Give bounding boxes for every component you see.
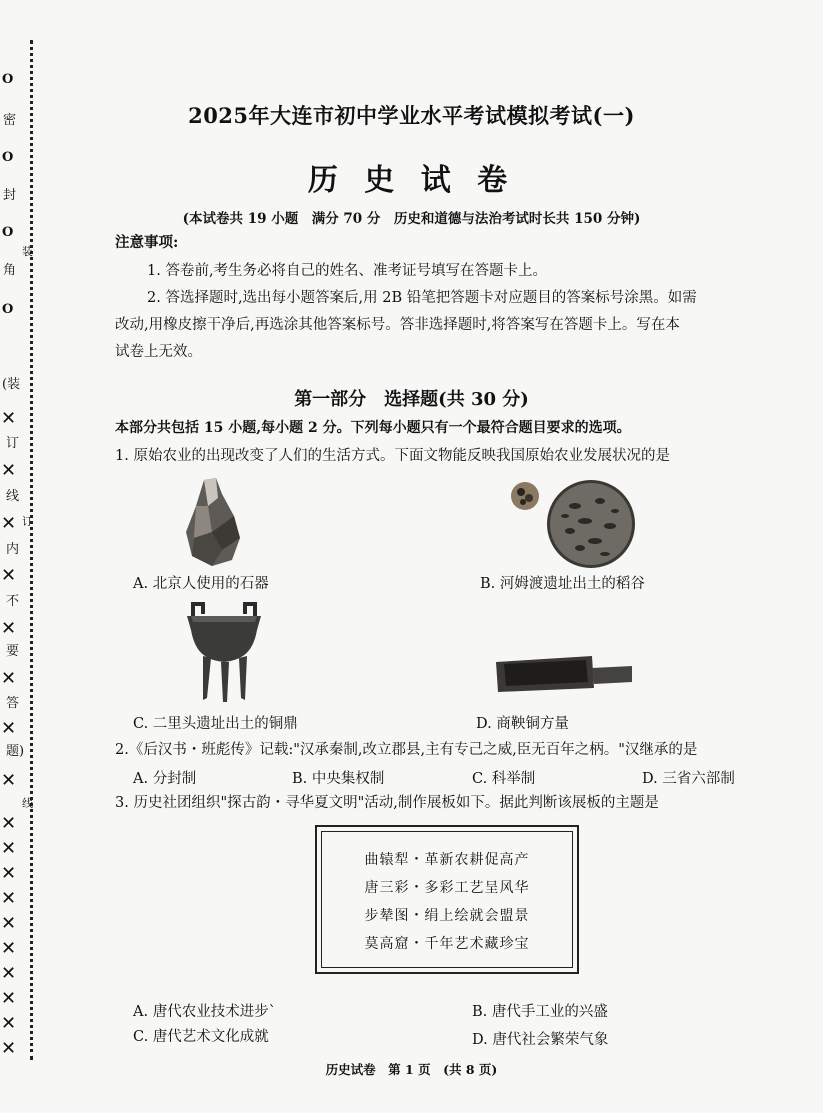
bronze-ding-image [183, 602, 265, 704]
margin-circle: O [2, 302, 14, 317]
margin-circle: O [2, 150, 14, 165]
margin-char: 题) [6, 744, 25, 759]
margin-circle: O [2, 72, 14, 87]
margin-x-mark: ✕ [1, 618, 17, 639]
question-1-stem: 1. 原始农业的出现改变了人们的生活方式。下面文物能反映我国原始农业发展状况的是 [115, 448, 670, 464]
margin-x-mark: ✕ [1, 838, 17, 859]
q3-option-b: B. 唐代手工业的兴盛 [472, 1004, 608, 1020]
margin-char: 线 [6, 489, 20, 504]
q1-option-d: D. 商鞅铜方量 [476, 716, 569, 732]
margin-x-mark: ✕ [1, 1013, 17, 1034]
notice-item-1: 1. 答卷前,考生务必将自己的姓名、准考证号填写在答题卡上。 [147, 263, 548, 279]
margin-x-mark: ✕ [1, 408, 17, 429]
margin-x-mark: ✕ [1, 565, 17, 586]
margin-char-feng: 封 [3, 188, 17, 203]
margin-x-mark: ✕ [1, 938, 17, 959]
margin-x-mark: ✕ [1, 888, 17, 909]
margin-x-mark: ✕ [1, 513, 17, 534]
margin-char: 订 [6, 436, 20, 451]
q1-option-a: A. 北京人使用的石器 [133, 576, 269, 592]
board-line: 唐三彩・多彩工艺呈风华 [364, 880, 530, 896]
notice-item-2-cont: 改动,用橡皮擦干净后,再选涂其他答案标号。答非选择题时,将答案写在答题卡上。写在本 [115, 317, 680, 333]
stone-tool-image [182, 476, 244, 568]
margin-char-zhuang: 装 [22, 245, 33, 258]
margin-circle: O [2, 225, 14, 240]
q2-option-a: A. 分封制 [133, 771, 197, 787]
margin-char: 不 [6, 594, 20, 609]
margin-x-mark: ✕ [1, 668, 17, 689]
margin-x-mark: ✕ [1, 863, 17, 884]
section-description: 本部分共包括 15 小题,每小题 2 分。下列每小题只有一个最符合题目要求的选项。 [115, 420, 631, 436]
margin-char: 答 [6, 696, 20, 711]
exam-title: 2025年大连市初中学业水平考试模拟考试(一) [188, 103, 635, 128]
q1-option-b: B. 河姆渡遗址出土的稻谷 [480, 576, 645, 592]
margin-char-jiao: 角 [3, 263, 17, 278]
board-line: 步辇图・绢上绘就会盟景 [364, 908, 530, 924]
exhibition-board [315, 825, 579, 974]
margin-x-mark: ✕ [1, 460, 17, 481]
page-footer: 历史试卷 第 1 页 (共 8 页) [325, 1062, 498, 1077]
question-3-stem: 3. 历史社团组织"探古韵・寻华夏文明"活动,制作展板如下。据此判断该展板的主题是 [115, 795, 659, 811]
board-line: 莫高窟・千年艺术藏珍宝 [364, 936, 530, 952]
margin-char-mi: 密 [3, 113, 17, 128]
section-title: 第一部分 选择题(共 30 分) [294, 389, 529, 410]
q2-option-c: C. 科举制 [472, 771, 536, 787]
question-2-stem: 2.《后汉书・班彪传》记载:"汉承秦制,改立郡县,主有专己之威,臣无百年之柄。"汉继承的是 [115, 742, 698, 758]
margin-x-mark: ✕ [1, 1038, 17, 1059]
notice-heading: 注意事项: [115, 234, 179, 251]
margin-char: (装 [2, 377, 21, 392]
q3-option-c: C. 唐代艺术文化成就 [133, 1029, 269, 1045]
margin-x-mark: ✕ [1, 718, 17, 739]
margin-x-mark: ✕ [1, 963, 17, 984]
q3-option-d: D. 唐代社会繁荣气象 [472, 1032, 609, 1048]
q3-option-a: A. 唐代农业技术进步` [133, 1004, 276, 1020]
board-line: 曲辕犁・革新农耕促高产 [364, 852, 530, 868]
margin-x-mark: ✕ [1, 988, 17, 1009]
margin-char: 订 [22, 515, 33, 528]
margin-char: 要 [6, 644, 20, 659]
q1-option-c: C. 二里头遗址出土的铜鼎 [133, 716, 298, 732]
subject-title: 历 史 试 卷 [307, 163, 516, 198]
margin-x-mark: ✕ [1, 770, 17, 791]
margin-x-mark: ✕ [1, 813, 17, 834]
margin-char: 线 [22, 797, 33, 810]
margin-char: 内 [6, 542, 20, 557]
q2-option-b: B. 中央集权制 [292, 771, 385, 787]
exam-info: (本试卷共 19 小题 满分 70 分 历史和道德与法治考试时长共 150 分钟) [182, 211, 641, 227]
notice-item-2: 2. 答选择题时,选出每小题答案后,用 2B 铅笔把答题卡对应题目的答案标号涂黑。如需 [147, 290, 697, 306]
bronze-measure-image [492, 654, 635, 694]
rice-grain-image [505, 476, 635, 572]
notice-item-2-end: 试卷上无效。 [115, 344, 202, 360]
margin-x-mark: ✕ [1, 913, 17, 934]
q2-option-d: D. 三省六部制 [642, 771, 735, 787]
